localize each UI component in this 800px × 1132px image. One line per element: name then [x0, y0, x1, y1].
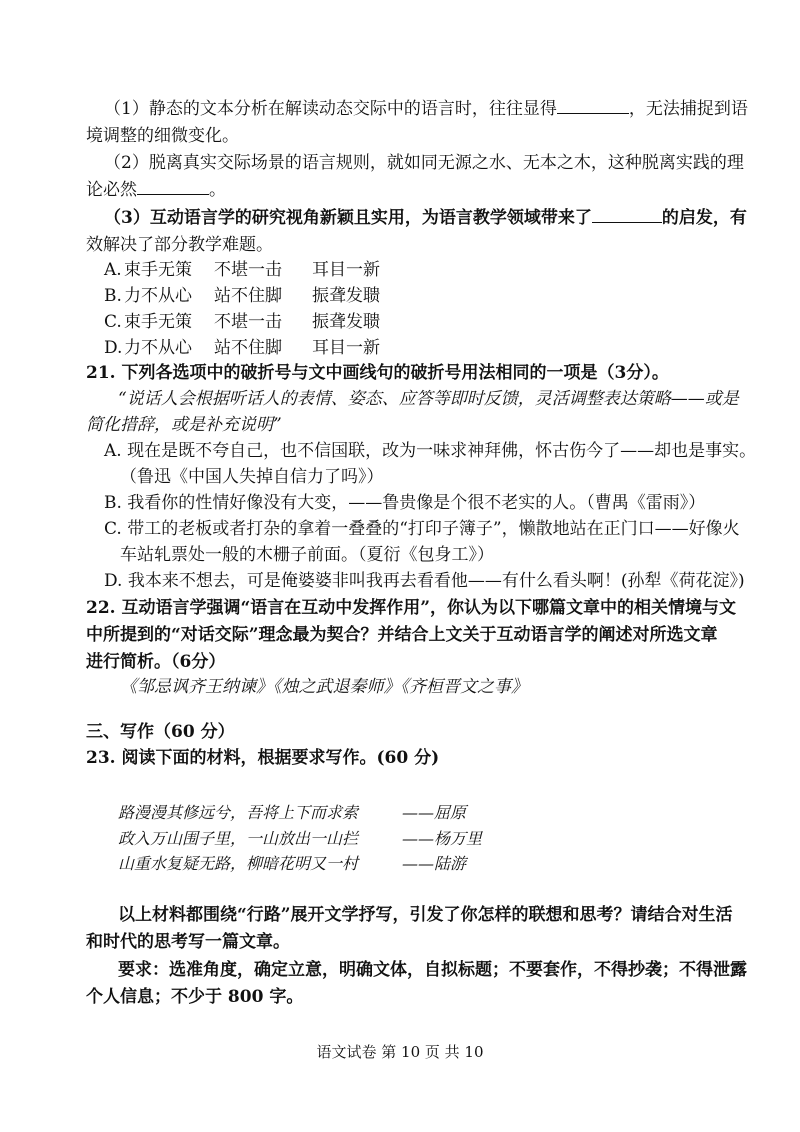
- poem-verse: 路漫漫其修远兮，吾将上下而求索: [118, 803, 359, 822]
- poem-verse: 山重水复疑无路，柳暗花明又一村: [118, 854, 359, 873]
- writing-requirements-line-2: 个人信息；不少于 800 字。: [86, 987, 304, 1007]
- writing-requirements-line-1: 要求：选准角度，确定立意，明确文体，自拟标题；不要套作，不得抄袭；不得泄露: [118, 960, 747, 980]
- option-word-1: 束手无策: [124, 260, 192, 280]
- q20-s2-text-b: 论必然: [86, 180, 137, 200]
- q22-line-2: 中所提到的“对话交际”理念最为契合？并结合上文关于互动语言学的阐述对所选文章: [86, 625, 718, 645]
- q20-s1-text-b: ，无法捕捉到语: [628, 99, 748, 119]
- page-footer: 语文试卷 第 10 页 共 10: [316, 1043, 484, 1061]
- option-word-2: 不堪一击: [214, 312, 282, 332]
- q22-line-1: 22. 互动语言学强调“语言在互动中发挥作用”，你认为以下哪篇文章中的相关情境与文: [86, 598, 737, 618]
- q20-s2-text-c: 。: [209, 180, 226, 200]
- q20-sentence-2: （2）脱离真实交际场景的语言规则，就如同无源之水、无本之木，这种脱离实践的理: [104, 153, 744, 173]
- option-word-3: 耳目一新: [312, 260, 380, 280]
- q20-sentence-2-cont: [86, 178, 226, 202]
- q21-option-a: A. 现在是既不夸自己，也不信国联，改为一味求神拜佛，怀古伤今了——却也是事实。: [104, 441, 757, 461]
- q21-quote-line-2: 简化措辞，或是补充说明”: [86, 415, 282, 435]
- poem-verse: 政入万山围子里，一山放出一山拦: [118, 829, 359, 848]
- option-word-1: 力不从心: [124, 286, 192, 306]
- option-word-3: 振聋发聩: [312, 286, 380, 306]
- poem-author: ——屈原: [402, 803, 467, 822]
- q21-option-b: B. 我看你的性情好像没有大变，——鲁贵像是个很不老实的人。（曹禺《雷雨》）: [104, 493, 706, 513]
- q21-stem: 21. 下列各选项中的破折号与文中画线句的破折号用法相同的一项是（3分）。: [86, 363, 669, 383]
- option-letter: A.: [104, 260, 122, 280]
- q21-quote-line-1: “说话人会根据听话人的表情、姿态、应答等即时反馈，灵活调整表达策略——或是: [118, 389, 739, 409]
- q20-sentence-3: [104, 206, 747, 230]
- option-letter: C.: [104, 312, 122, 332]
- option-word-3: 耳目一新: [312, 338, 380, 358]
- poem-author: ——陆游: [402, 854, 467, 873]
- option-word-1: 束手无策: [124, 312, 192, 332]
- section-title-writing: 三、写作（60 分）: [86, 722, 235, 742]
- q23-stem: 23. 阅读下面的材料，根据要求写作。(60 分): [86, 748, 440, 768]
- option-word-2: 站不住脚: [214, 286, 282, 306]
- q20-sentence-3-cont: 效解决了部分教学难题。: [86, 235, 273, 255]
- option-letter: B.: [104, 286, 122, 306]
- q20-sentence-1-cont: 境调整的细微变化。: [86, 126, 239, 146]
- q20-s1-text-a: （1）静态的文本分析在解读动态交际中的语言时，往往显得: [104, 99, 557, 119]
- q21-option-d: D. 我本来不想去，可是俺婆婆非叫我再去看看他——有什么看头啊！(孙犁《荷花淀》): [104, 571, 745, 591]
- q20-s3-text-a: （3）互动语言学的研究视角新颖且实用，为语言教学领域带来了: [104, 208, 592, 228]
- q21-option-c: C. 带工的老板或者打杂的拿着一叠叠的“打印子簿子”，懒散地站在正门口——好像火: [104, 519, 740, 539]
- poem-author: ——杨万里: [402, 829, 483, 848]
- q22-line-3: 进行简析。（6分）: [86, 652, 226, 672]
- answer-blank: [592, 206, 662, 223]
- q20-s3-text-b: 的启发，有: [661, 208, 747, 228]
- option-letter: D.: [104, 338, 123, 358]
- writing-prompt-line-2: 和时代的思考写一篇文章。: [86, 932, 290, 952]
- writing-prompt-line-1: 以上材料都围绕“行路”展开文学抒写，引发了你怎样的联想和思考？请结合对生活: [118, 905, 733, 925]
- answer-blank: [557, 97, 629, 114]
- option-word-3: 振聋发聩: [312, 312, 380, 332]
- option-word-2: 不堪一击: [214, 260, 282, 280]
- option-word-2: 站不住脚: [214, 338, 282, 358]
- q20-sentence-1: [104, 97, 748, 121]
- q21-option-a-source: （鲁迅《中国人失掉自信力了吗》）: [120, 467, 384, 487]
- answer-blank: [137, 178, 209, 195]
- q22-text-list: 《邹忌讽齐王纳谏》《烛之武退秦师》《齐桓晋文之事》: [120, 677, 528, 697]
- q21-option-c-cont: 车站轧票处一般的木栅子前面。（夏衍《包身工》）: [120, 545, 494, 565]
- option-word-1: 力不从心: [124, 338, 192, 358]
